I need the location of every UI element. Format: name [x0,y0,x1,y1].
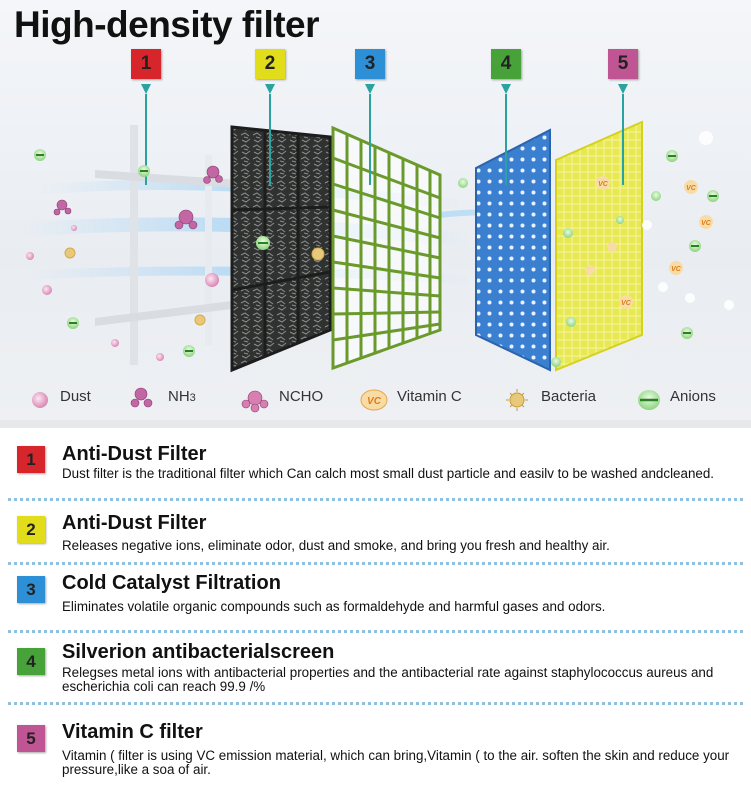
legend-item-nh3 [168,388,196,405]
legend-label: NCHO [279,388,324,405]
legend-label: NH3 [168,388,196,405]
svg-text:VC: VC [671,266,681,273]
filter-number-badge: 5 [17,725,45,752]
legend-item-anions [670,388,716,405]
svg-text:VC: VC [686,185,696,192]
filter-description: Releases negative ions, eliminate odor, dust and smoke, and bring you fresh and healthy air. [62,538,610,553]
svg-text:VC: VC [701,220,711,227]
legend-label: Dust [60,388,91,405]
svg-text:VC: VC [621,300,631,307]
filter-number-badge: 3 [17,576,45,603]
filter-number-badge: 4 [17,648,45,675]
legend-label: Vitamin C [397,388,462,405]
svg-text:VC: VC [598,181,608,188]
layer-badge-3: 3 [355,49,385,79]
legend-item-dust [60,388,91,405]
filter-number-badge: 1 [17,446,45,473]
silver-ion-layer [476,130,550,370]
divider [8,702,743,705]
svg-text:VC: VC [367,396,381,407]
filter-description: Relegses metal ions with antibacterial properties and the antibacterial rate against staphylococcus aureus and escherichia coli can reach 99.9 /% [62,665,714,694]
layer-badge-4: 4 [491,49,521,79]
legend-label: Bacteria [541,388,597,405]
filter-number-badge: 2 [17,516,45,543]
divider [8,562,743,565]
vitamin-c-layer [556,122,642,370]
filter-description: Eliminates volatile organic compounds such as formaldehyde and harmful gases and odors. [62,599,606,614]
filter-description: Dust filter is the traditional filter which Can calch most small dust particle and easilv to be washed andcleaned. [62,466,715,481]
divider [8,498,743,501]
filter-heading: Vitamin C filter [62,721,203,743]
legend-item-vitamin-c [397,388,462,405]
page-title: High-density filter [14,4,320,45]
layer-badge-2: 2 [255,49,285,79]
filter-heading: Cold Catalyst Filtration [62,572,281,594]
legend-item-ncho [279,388,323,405]
legend-item-bacteria [541,388,596,405]
filter-heading: Anti-Dust Filter [62,443,207,465]
layer-badge-1: 1 [131,49,161,79]
filter-description: Vitamin ( filter is using VC emission material, which can bring,Vitamin ( to the air. soften the skin and reduce your pressure,like a soa of air. [62,748,730,777]
filter-heading: Silverion antibacterialscreen [62,641,335,663]
filter-heading: Anti-Dust Filter [62,512,207,534]
divider [8,630,743,633]
layer-badge-5: 5 [608,49,638,79]
legend-label: Anions [670,388,716,405]
